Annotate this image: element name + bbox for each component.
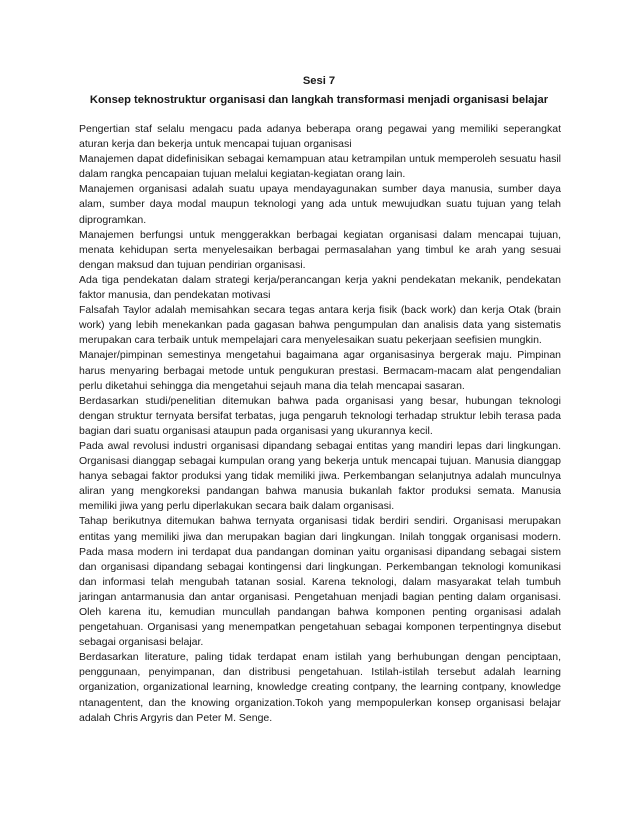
session-title: Sesi 7	[302, 75, 336, 87]
paragraph: Berdasarkan literature, paling tidak terdapat enam istilah yang berhubungan dengan penciptaan, penggunaan, penyimpanan, dan distribusi pengetahuan. Istilah-istilah tersebut adalah learning organization, organizational learning, knowledge creating contpany, the learning contpany, knowledge ntanagentent, dan the knowing organization.Tokoh yang mempopulerkan konsep organisasi belajar adalah Chris Argyris dan Peter M. Senge.	[79, 651, 561, 724]
document-heading: Konsep teknostruktur organisasi dan langkah transformasi menjadi organisasi belajar	[89, 94, 549, 106]
paragraph: Pengertian staf selalu mengacu pada adanya beberapa orang pegawai yang memiliki seperangkat aturan kerja dan bekerja untuk mencapai tujuan organisasi	[79, 123, 561, 151]
paragraph: Falsafah Taylor adalah memisahkan secara tegas antara kerja fisik (back work) dan kerja Otak (brain work) yang lebih menekankan pada gagasan bahwa pengumpulan dan analisis data yang sistematis merupakan cara terbaik untuk mempelajari cara menyelesaikan suatu pekerjaan seefisien mungkin.	[79, 304, 561, 347]
paragraph: Manajemen organisasi adalah suatu upaya mendayagunakan sumber daya manusia, sumber daya alam, sumber daya modal maupun teknologi yang ada untuk mewujudkan suatu tujuan yang telah diprogramkan.	[79, 183, 561, 226]
paragraph: Berdasarkan studi/penelitian ditemukan bahwa pada organisasi yang besar, hubungan teknologi dengan struktur ternyata bersifat terbatas, juga pengaruh teknologi terhadap struktur lebih terasa pada bagian dari suatu organisasi ataupun pada organisasi yang ukurannya kecil.	[79, 394, 561, 437]
paragraph: Pada awal revolusi industri organisasi dipandang sebagai entitas yang mandiri lepas dari lingkungan. Organisasi dianggap sebagai kumpulan orang yang bekerja untuk mencapai tujuan. Manusia dianggap hanya sebagai faktor produksi yang tidak memiliki jiwa. Perkembangan selanjutnya adalah munculnya aliran yang mengkoreksi pandangan bahwa manusia bukanlah faktor produksi semata. Manusia memiliki jiwa yang perlu diperlakukan secara baik dalam organisasi.	[79, 439, 561, 513]
paragraph: Manajemen berfungsi untuk menggerakkan berbagai kegiatan organisasi dalam mencapai tujuan, menata kehidupan serta menyelesaikan berbagai permasalahan yang timbul ke arah yang sesuai dengan maksud dan tujuan pendirian organisasi.	[79, 228, 561, 271]
document-body	[79, 122, 561, 726]
paragraph: Ada tiga pendekatan dalam strategi kerja/perancangan kerja yakni pendekatan mekanik, pendekatan faktor manusia, dan pendekatan motivasi	[79, 273, 561, 302]
paragraph: Manajemen dapat didefinisikan sebagai kemampuan atau ketrampilan untuk memperoleh sesuatu hasil dalam rangka pencapaian tujuan melalui kegiatan-kegiatan orang lain.	[79, 153, 561, 181]
paragraph: Manajer/pimpinan semestinya mengetahui bagaimana agar organisasinya bergerak maju. Pimpinan harus menyaring berbagai metode untuk pengukuran prestasi. Bermacam-macam alat pengendalian perlu diketahui sehingga dia mengetahui sejauh mana dia telah mencapai sasaran.	[79, 349, 561, 392]
paragraph: Tahap berikutnya ditemukan bahwa ternyata organisasi tidak berdiri sendiri. Organisasi merupakan entitas yang memiliki jiwa dan merupakan bagian dari lingkungan. Inilah tonggak organisasi modern. Pada masa modern ini terdapat dua pandangan dominan yaitu organisasi dipandang sebagai sistem dan organisasi dipandang sebagai kontingensi dari lingkungan. Perkembangan teknologi komunikasi dan informasi telah mengubah tatanan sosial. Karena teknologi, dalam masyarakat telah tumbuh jaringan antarmanusia dan antar organisasi. Pengetahuan menjadi bagian penting dalam organisasi. Oleh karena itu, kemudian muncullah pandangan bahwa komponen penting organisasi adalah pengetahuan. Organisasi yang menempatkan pengetahuan sebagai komponen terpentingnya disebut sebagai organisasi belajar.	[79, 515, 561, 649]
